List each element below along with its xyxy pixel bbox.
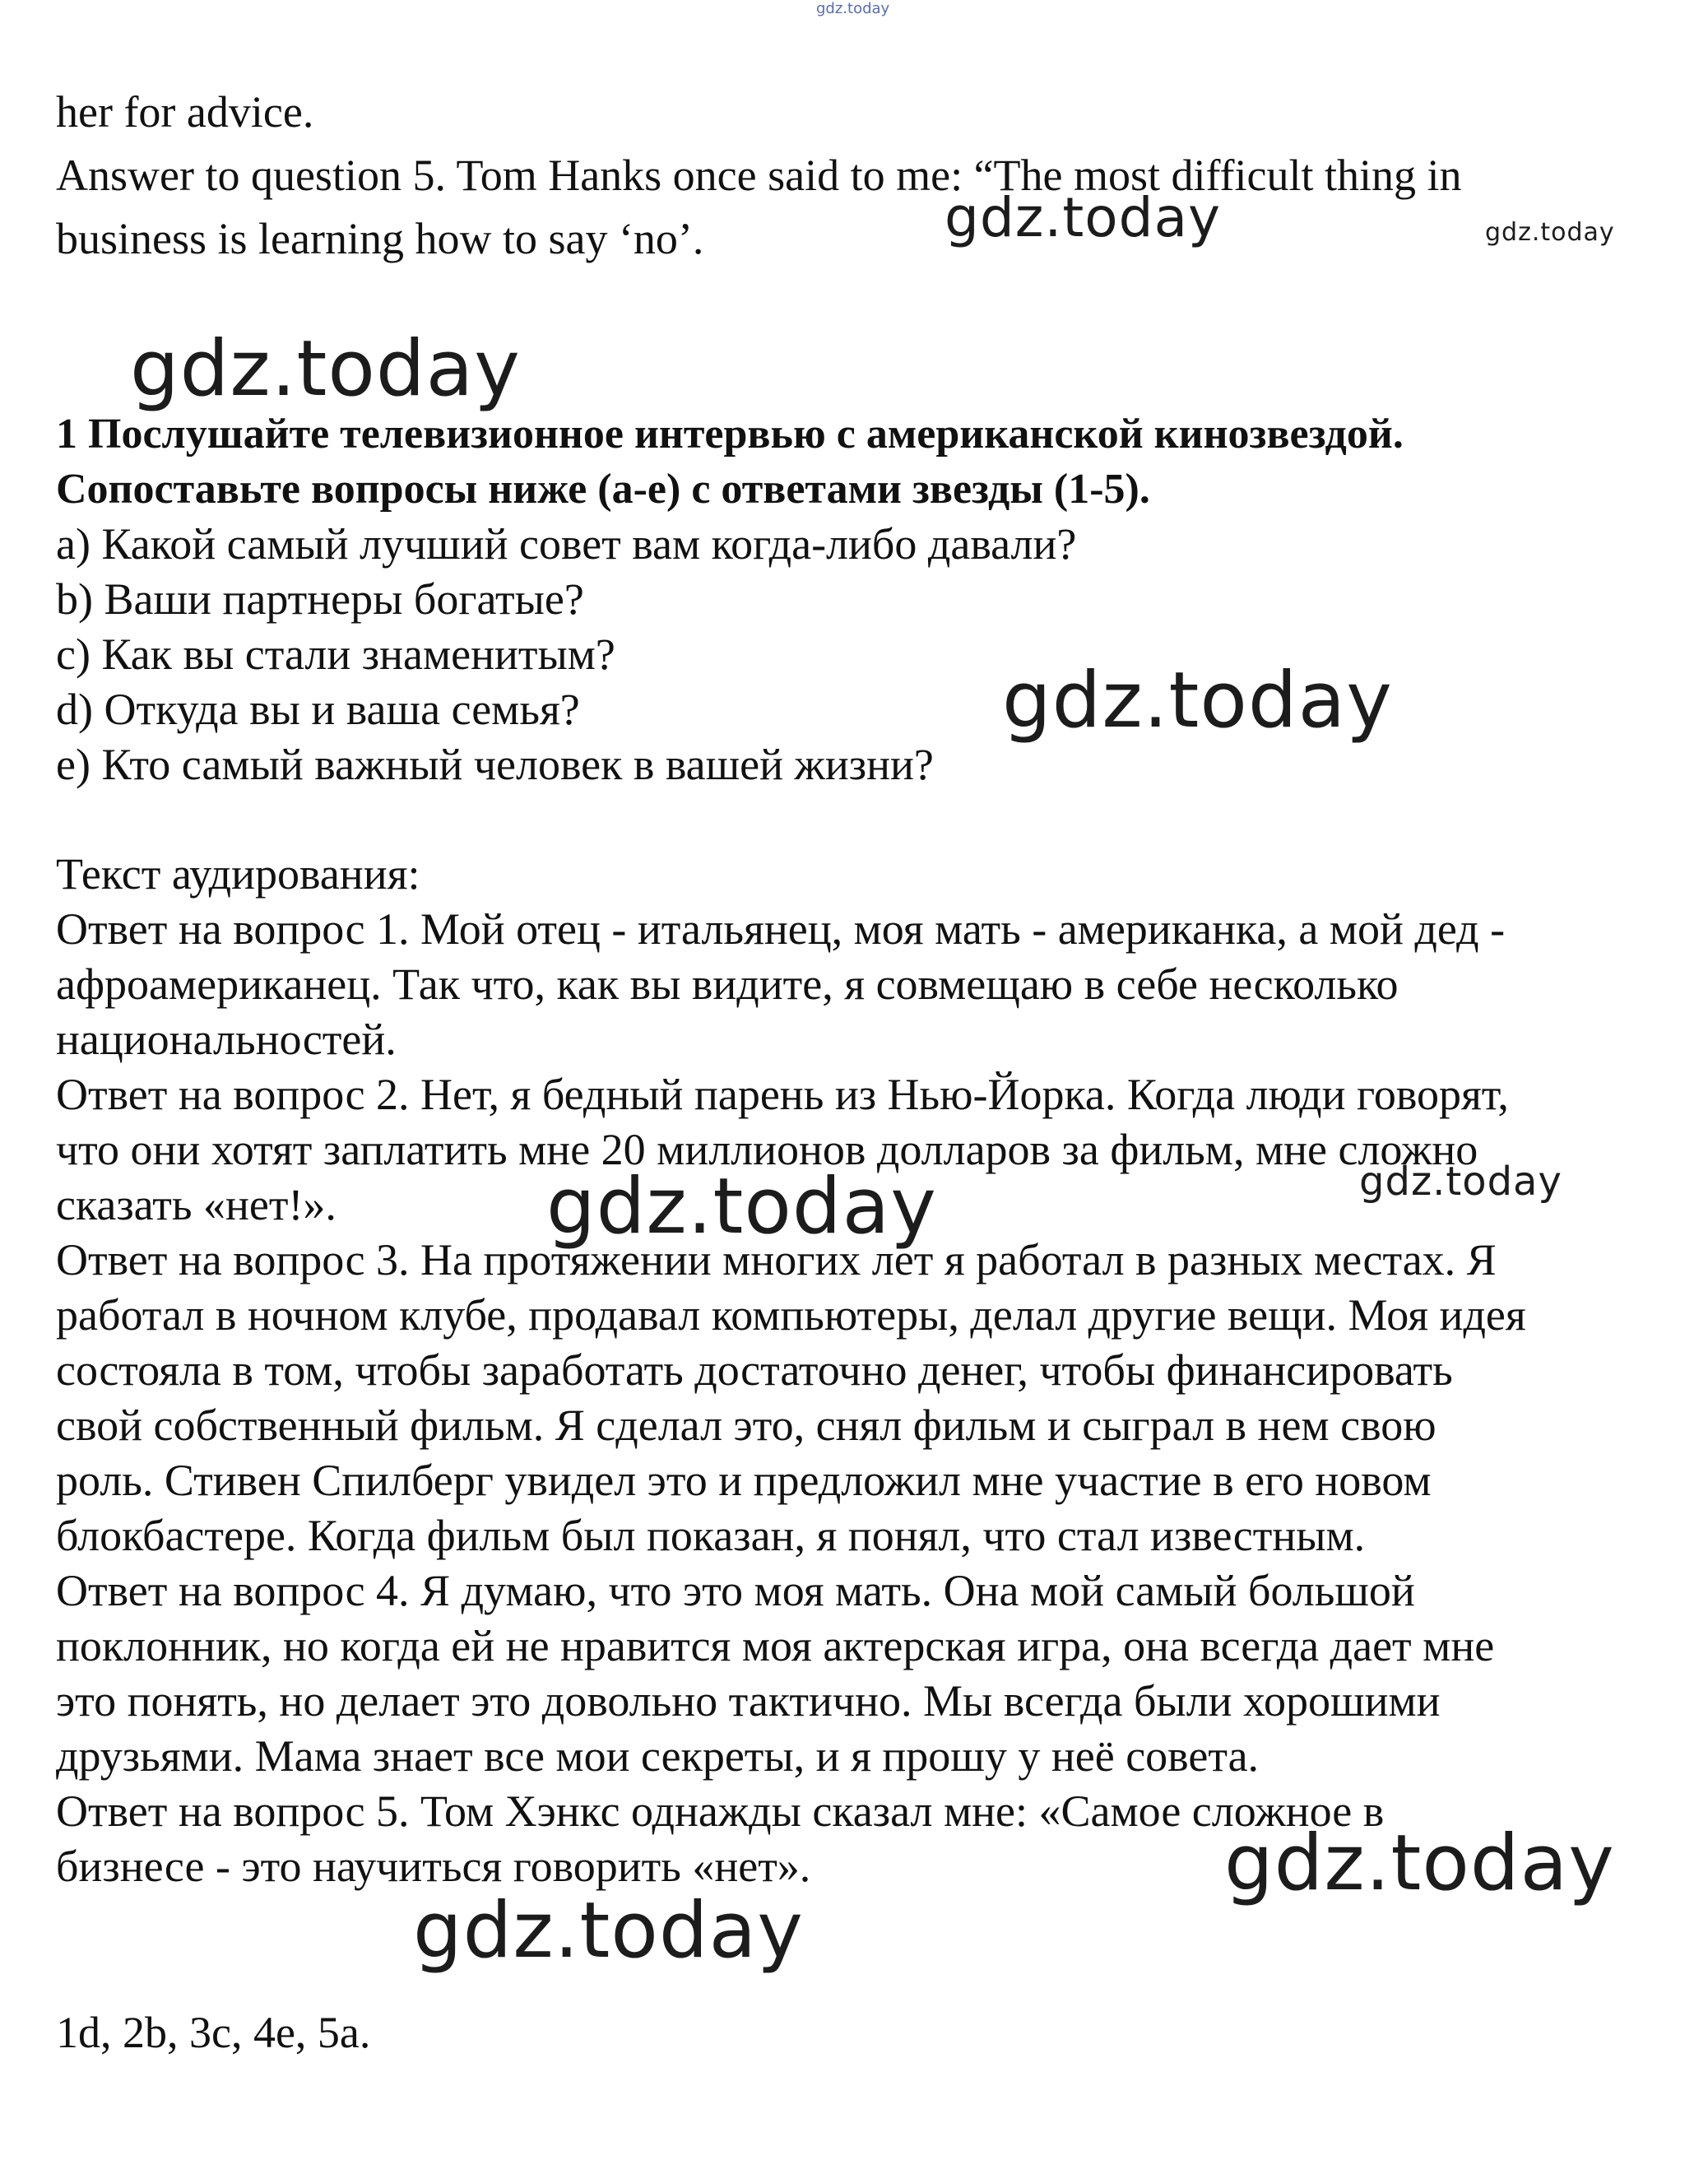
text-line: что они хотят заплатить мне 20 миллионов долларов за фильм, мне сложно [56, 1125, 1478, 1174]
watermark: gdz.today [546, 1162, 937, 1252]
text-line: свой собственный фильм. Я сделал это, снял фильм и сыграл в нем свою [56, 1401, 1436, 1450]
text-line: Ответ на вопрос 2. Нет, я бедный парень из Нью-Йорка. Когда люди говорят, [56, 1070, 1509, 1119]
section-label: Текст аудирования: [56, 849, 420, 899]
question-item: a) Какой самый лучший совет вам когда-либо давали? [56, 519, 1077, 569]
exercise-heading: 1 Послушайте телевизионное интервью с американской кинозвездой. [56, 411, 1404, 458]
text-line: это понять, но делает это довольно тактично. Мы всегда были хорошими [56, 1676, 1441, 1726]
text-line: Ответ на вопрос 3. На протяжении многих лет я работал в разных местах. Я [56, 1235, 1497, 1284]
text-line: Ответ на вопрос 5. Том Хэнкс однажды сказал мне: «Самое сложное в [56, 1786, 1385, 1836]
text-line: блокбастере. Когда фильм был показан, я понял, что стал известным. [56, 1511, 1366, 1560]
question-item: c) Как вы стали знаменитым? [56, 629, 615, 679]
text-line: Ответ на вопрос 1. Мой отец - итальянец, моя мать - американка, а мой дед - [56, 904, 1506, 954]
watermark: gdz.today [945, 186, 1222, 249]
watermark: gdz.today [1359, 1159, 1562, 1205]
question-item: d) Откуда вы и ваша семья? [56, 685, 580, 734]
answer-key: 1d, 2b, 3c, 4e, 5a. [56, 2008, 371, 2057]
text-line: сказать «нет!». [56, 1180, 336, 1229]
text-line: роль. Стивен Спилберг увидел это и предложил мне участие в его новом [56, 1456, 1432, 1505]
watermark: gdz.today [1224, 1819, 1615, 1908]
text-line: Ответ на вопрос 4. Я думаю, что это моя мать. Она мой самый большой [56, 1566, 1415, 1615]
watermark-top: gdz.today [816, 0, 890, 17]
exercise-heading: Сопоставьте вопросы ниже (a-e) с ответами звезды (1-5). [56, 466, 1150, 513]
text-line: бизнесе - это научиться говорить «нет». [56, 1842, 811, 1891]
text-line: работал в ночном клубе, продавал компьютеры, делал другие вещи. Моя идея [56, 1290, 1526, 1340]
watermark: gdz.today [130, 324, 521, 414]
text-line: друзьями. Мама знает все мои секреты, и я прошу у неё совета. [56, 1731, 1260, 1781]
text-line: поклонник, но когда ей не нравится моя актерская игра, она всегда дает мне [56, 1621, 1495, 1670]
watermark: gdz.today [413, 1886, 804, 1976]
text-line: состояла в том, чтобы заработать достаточно денег, чтобы финансировать [56, 1345, 1453, 1395]
text-line: business is learning how to say ‘no’. [56, 214, 704, 263]
watermark: gdz.today [1485, 218, 1615, 247]
text-line: национальностей. [56, 1015, 397, 1064]
text-line: афроамериканец. Так что, как вы видите, я совмещаю в себе несколько [56, 959, 1399, 1009]
question-item: e) Кто самый важный человек в вашей жизни? [56, 740, 934, 789]
question-item: b) Ваши партнеры богатые? [56, 574, 584, 624]
watermark: gdz.today [1002, 656, 1393, 746]
text-line: her for advice. [56, 87, 314, 137]
text-line: Answer to question 5. Tom Hanks once said to me: “The most difficult thing in [56, 151, 1462, 200]
